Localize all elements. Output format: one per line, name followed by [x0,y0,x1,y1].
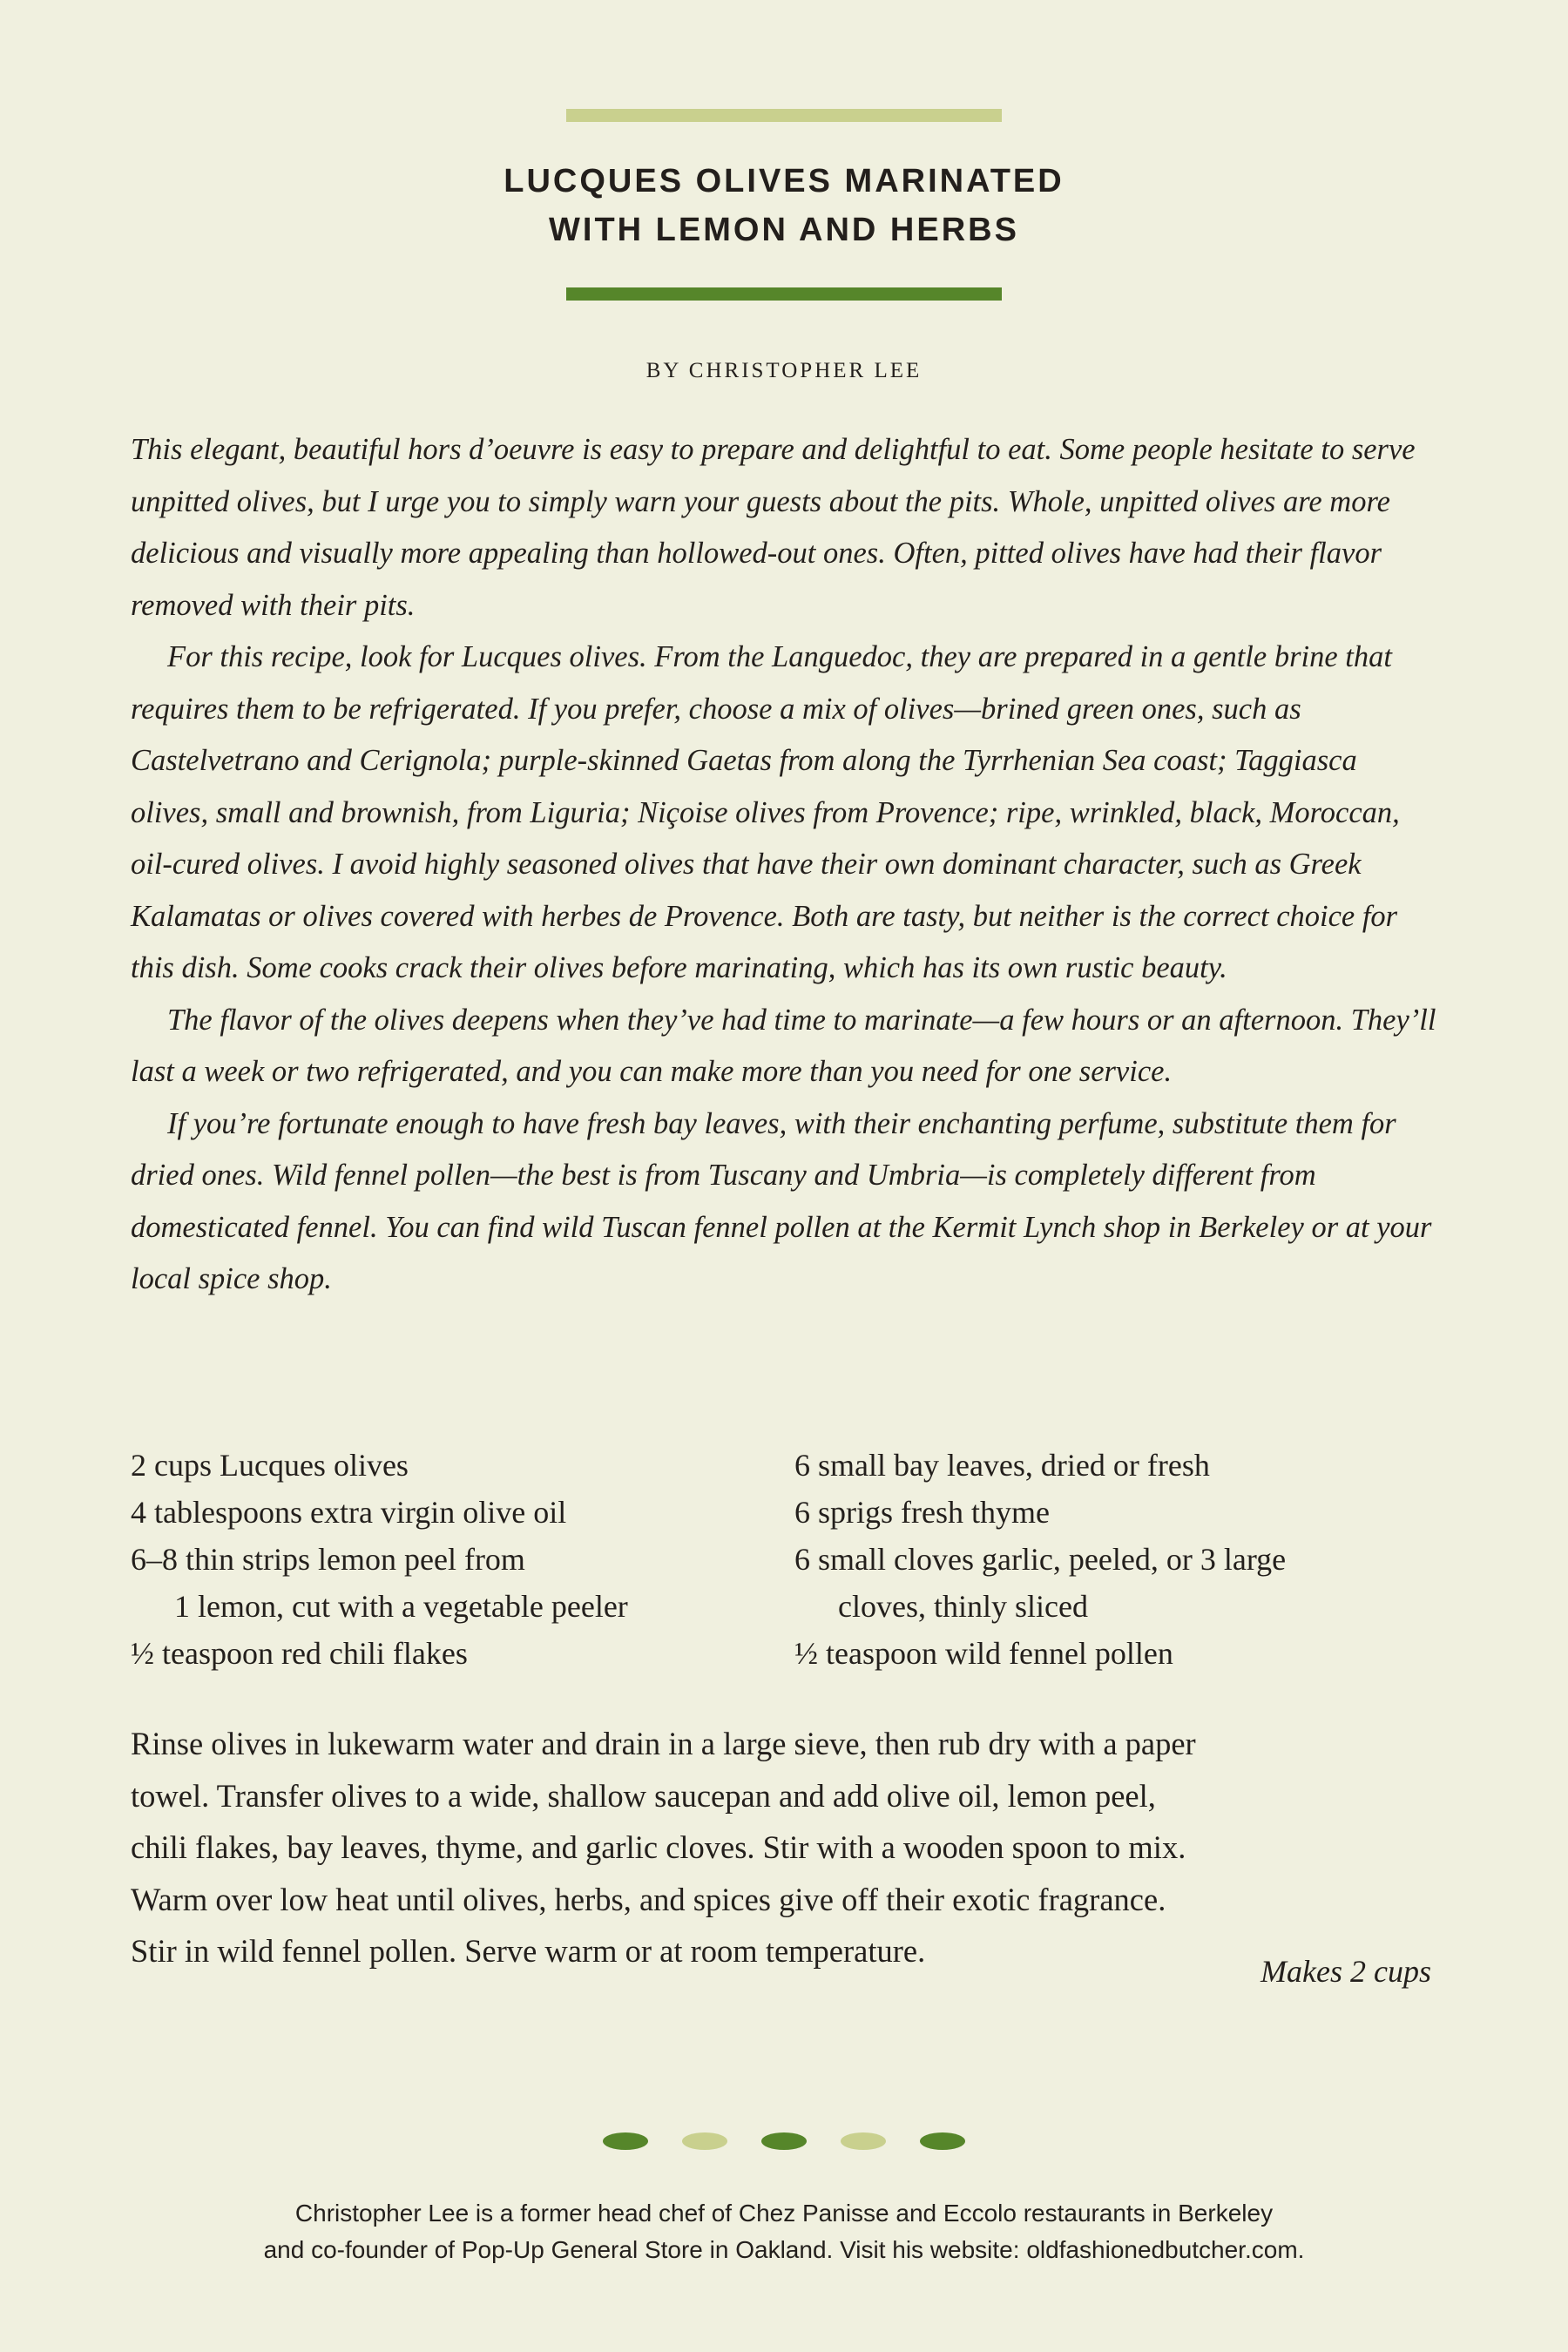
ingredients-right-column [794,1442,1456,1677]
title-top-rule [566,109,1002,122]
method-line: chili flakes, bay leaves, thyme, and garlic cloves. Stir with a wooden spoon to mix. [131,1829,1186,1865]
method-line: Stir in wild fennel pollen. Serve warm or at room temperature. [131,1933,926,1969]
ingredient-item-continuation: cloves, thinly sliced [838,1589,1088,1624]
bio-line-2: and co-founder of Pop-Up General Store in Oakland. Visit his website: oldfashionedbutcher.com. [263,2236,1305,2263]
ornament-dot [603,2132,648,2150]
bio-line-1: Christopher Lee is a former head chef of Chez Panisse and Eccolo restaurants in Berkeley [294,2200,1274,2227]
ingredient-item: 6–8 thin strips lemon peel from [131,1542,525,1577]
title-bottom-rule [566,287,1002,301]
ornament-dot [920,2132,965,2150]
ornament-dot [841,2132,886,2150]
ingredient-item: 6 small cloves garlic, peeled, or 3 large [794,1542,1287,1577]
ornament-dots [603,2132,969,2150]
intro-paragraph-3: The flavor of the olives deepens when they’ve had time to marinate—a few hours or an afternoon. They’ll last a week or two refrigerated, and you can make more than you need for one service. [131,1003,1436,1088]
title-line-1: LUCQUES OLIVES MARINATED [504,163,1064,199]
intro-paragraph-4: If you’re fortunate enough to have fresh bay leaves, with their enchanting perfume, substitute them for dried ones. Wild fennel pollen—the best is from Tuscany and Umbria—is completely different from domesticated fennel. You can find wild Tuscan fennel pollen at the Kermit Lynch shop in Berkeley or at your local spice shop. [131,1106,1432,1295]
recipe-title [261,157,1307,254]
method-line: towel. Transfer olives to a wide, shallow saucepan and add olive oil, lemon peel, [131,1777,1156,1814]
method-line: Rinse olives in lukewarm water and drain in a large sieve, then rub dry with a paper [131,1726,1196,1761]
intro-paragraph-1: This elegant, beautiful hors d’oeuvre is easy to prepare and delightful to eat. Some people hesitate to serve unpitted olives, but I urge you to simply warn your guests about the pits. Whole, unpitted olives are more delicious and visually more appealing than hollowed-out ones. Often, pitted olives have had their flavor removed with their pits. [131,433,1416,622]
ingredient-item: 4 tablespoons extra virgin olive oil [131,1495,567,1530]
method-line: Warm over low heat until olives, herbs, and spices give off their exotic fragrance. [131,1881,1166,1917]
intro-paragraph-2: For this recipe, look for Lucques olives. From the Languedoc, they are prepared in a gentle brine that requires them to be refrigerated. If you prefer, choose a mix of olives—brined green ones, such as Castelvetrano and Cerignola; purple-skinned Gaetas from along the Tyrrhenian Sea coast; Taggiasca olives, small and brownish, from Liguria; Niçoise olives from Provence; ripe, wrinkled, black, Moroccan, oil-cured olives. I avoid highly seasoned olives that have their own dominant character, such as Greek Kalamatas or olives covered with herbes de Provence. Both are tasty, but neither is the correct choice for this dish. Some cooks crack their olives before marinating, which has its own rustic beauty. [131,640,1400,984]
intro-text [131,424,1437,1306]
ornament-dot [682,2132,727,2150]
ingredients-left-column [131,1442,793,1677]
method-text [131,1718,1455,1977]
ingredient-item: 2 cups Lucques olives [131,1448,409,1483]
title-line-2: WITH LEMON AND HERBS [549,212,1019,248]
ingredient-item: 6 sprigs fresh thyme [794,1495,1050,1530]
ingredient-item: 6 small bay leaves, dried or fresh [794,1448,1210,1483]
ingredient-item: ½ teaspoon wild fennel pollen [794,1636,1173,1671]
author-bio [131,2195,1437,2268]
byline: BY CHRISTOPHER LEE [645,359,923,382]
recipe-yield: Makes 2 cups [1260,1954,1431,1989]
ingredient-item-continuation: 1 lemon, cut with a vegetable peeler [174,1589,628,1624]
ornament-dot [761,2132,807,2150]
ingredient-item: ½ teaspoon red chili flakes [131,1636,468,1671]
